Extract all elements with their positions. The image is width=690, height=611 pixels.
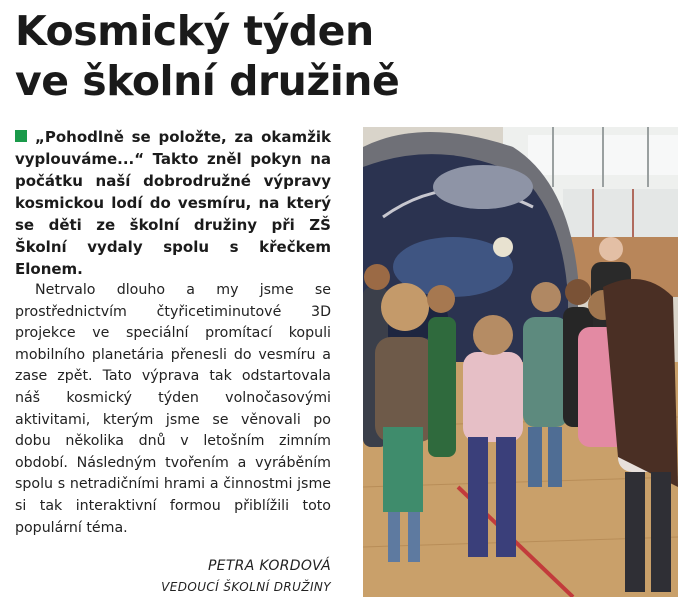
article-photo bbox=[363, 127, 678, 597]
author-role: VEDOUCÍ ŠKOLNÍ DRUŽINY bbox=[161, 580, 331, 594]
article-lead bbox=[15, 126, 331, 280]
article-paragraph: Netrvalo dlouho a my jsme se prostřednictvím čtyřicetiminutové 3D projekce ve speciální promítací kopuli mobilního planetária přenesli do vesmíru a zase zpět. Tato výprava tak odstartovala náš kosmický týden volnočasovými aktivitami, kterým jsme se věnovali po dobu několika dnů v letošním zimním období. Následným tvořením a vyráběním spolu s netradičními hrami a činnostmi jsme si tak interaktivní formou přiblížili toto populární téma. bbox=[15, 282, 331, 536]
planetarium-photo bbox=[363, 127, 678, 597]
article-lead-text: „Pohodlně se položte, za okamžik vyplouváme...“ Takto zněl pokyn na počátku naší dobrodružné výpravy kosmickou lodí do vesmíru, na který se děti ze školní družiny při ZŠ Školní vydaly spolu s křečkem Elonem. bbox=[15, 128, 331, 278]
article-headline bbox=[15, 6, 675, 106]
green-square-icon bbox=[15, 130, 27, 142]
article-body bbox=[15, 126, 331, 594]
headline-line-2: ve školní družině bbox=[15, 57, 400, 105]
headline-line-1: Kosmický týden bbox=[15, 7, 374, 55]
author-name: PETRA KORDOVÁ bbox=[207, 558, 331, 574]
